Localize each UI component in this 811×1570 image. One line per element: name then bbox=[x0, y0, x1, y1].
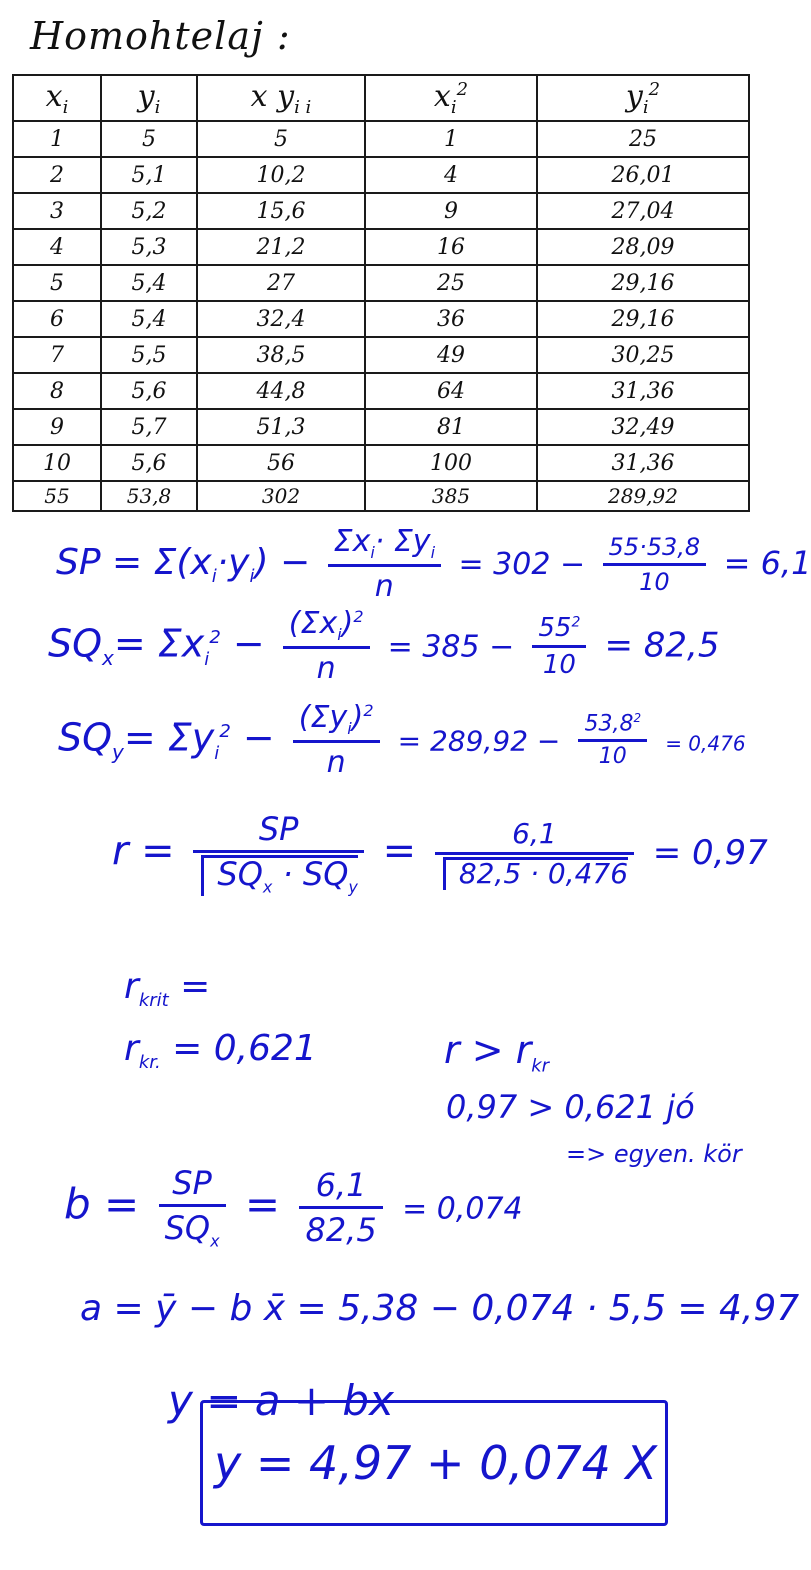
table-cell: 5,6 bbox=[101, 445, 197, 481]
table-cell: 5 bbox=[197, 121, 365, 157]
table-cell: 10,2 bbox=[197, 157, 365, 193]
table-row bbox=[13, 193, 749, 229]
table-cell: 4 bbox=[365, 157, 537, 193]
r-comparison-values: 0,97 > 0,621 jó bbox=[446, 1088, 695, 1126]
table-cell: 16 bbox=[365, 229, 537, 265]
equation-final: y = 4,97 + 0,074 X bbox=[214, 1436, 658, 1490]
r-krit-line: $r_{krit}$ = bbox=[124, 966, 211, 1012]
table-cell: 7 bbox=[13, 337, 101, 373]
table-cell: 5,7 bbox=[101, 409, 197, 445]
r-conclusion: => egyen. kör bbox=[566, 1140, 742, 1168]
table-cell: 21,2 bbox=[197, 229, 365, 265]
table-cell: 31,36 bbox=[537, 373, 749, 409]
sp-fraction-values: $\frac{55\cdot 53,8}{10}$ bbox=[603, 533, 707, 596]
header-yi: $y_i$ bbox=[101, 75, 197, 121]
table-cell: 25 bbox=[365, 265, 537, 301]
table-sum-row bbox=[13, 481, 749, 511]
table-cell: 55 bbox=[13, 481, 101, 511]
r-fraction-values: $\frac{6,1}{82,5 \cdot 0,476}$ bbox=[435, 817, 634, 890]
sp-fraction: $\frac{\Sigma x_i\cdot \Sigma y_i}{n}$ bbox=[328, 524, 441, 604]
table-cell: 2 bbox=[13, 157, 101, 193]
table-cell: 9 bbox=[365, 193, 537, 229]
table-cell: 5,4 bbox=[101, 301, 197, 337]
table-row bbox=[13, 265, 749, 301]
sqrt-symbol-values: 82,5 · 0,476 bbox=[441, 857, 628, 890]
header-xiyi: x $y_{i i}$ bbox=[197, 75, 365, 121]
equation-b: b = $\frac{SP}{SQ_x}$ = $\frac{6,1}{82,5}$ = 0,074 bbox=[64, 1164, 523, 1251]
sqx-fraction: $\frac{(\Sigma x_i)^2}{n}$ bbox=[283, 606, 370, 686]
table-cell: 36 bbox=[365, 301, 537, 337]
table-cell: 5,1 bbox=[101, 157, 197, 193]
table-cell: 3 bbox=[13, 193, 101, 229]
table-row bbox=[13, 121, 749, 157]
table-header-row bbox=[13, 75, 749, 121]
table-cell: 44,8 bbox=[197, 373, 365, 409]
b-fraction-values: $\frac{6,1}{82,5}$ bbox=[299, 1166, 382, 1249]
table-cell: 15,6 bbox=[197, 193, 365, 229]
table-row bbox=[13, 229, 749, 265]
sqx-fraction-values: $\frac{55^2}{10}$ bbox=[532, 613, 586, 680]
table-row bbox=[13, 445, 749, 481]
table-row bbox=[13, 409, 749, 445]
table-cell: 1 bbox=[13, 121, 101, 157]
r-fraction: $\frac{SP}{SQ_x \cdot SQ_y}$ bbox=[193, 810, 363, 896]
table-cell: 4 bbox=[13, 229, 101, 265]
table-cell: 53,8 bbox=[101, 481, 197, 511]
table-cell: 81 bbox=[365, 409, 537, 445]
table-row bbox=[13, 373, 749, 409]
table-cell: 56 bbox=[197, 445, 365, 481]
table-cell: 302 bbox=[197, 481, 365, 511]
table-cell: 5 bbox=[13, 265, 101, 301]
table-row bbox=[13, 301, 749, 337]
table-cell: 29,16 bbox=[537, 265, 749, 301]
table-cell: 10 bbox=[13, 445, 101, 481]
table-cell: 32,4 bbox=[197, 301, 365, 337]
table-cell: 29,16 bbox=[537, 301, 749, 337]
b-fraction: $\frac{SP}{SQ_x}$ bbox=[159, 1164, 226, 1250]
header-yi2: $y_i^2$ bbox=[537, 75, 749, 121]
table-cell: 100 bbox=[365, 445, 537, 481]
equation-model: y = a + bx bbox=[168, 1376, 394, 1425]
equation-a: a = ȳ − b x̄ = 5,38 − 0,074 · 5,5 = 4,97 bbox=[80, 1288, 800, 1329]
regression-table bbox=[12, 74, 750, 512]
header-xi2: $x_i^2$ bbox=[365, 75, 537, 121]
table-cell: 32,49 bbox=[537, 409, 749, 445]
table-cell: 5,3 bbox=[101, 229, 197, 265]
table-row bbox=[13, 337, 749, 373]
table-cell: 5,2 bbox=[101, 193, 197, 229]
table-cell: 27,04 bbox=[537, 193, 749, 229]
table-cell: 8 bbox=[13, 373, 101, 409]
equation-r: r = $\frac{SP}{SQ_x \cdot SQ_y}$ = $\frac{6,1}{82,5 \cdot 0,476}$ = 0,97 bbox=[112, 810, 768, 897]
sqrt-symbol: $SQ_x \cdot SQ_y$ bbox=[199, 855, 357, 896]
table-cell: 30,25 bbox=[537, 337, 749, 373]
table-cell: 9 bbox=[13, 409, 101, 445]
sqy-fraction-values: $\frac{53,8^2}{10}$ bbox=[578, 711, 647, 768]
page-title: Homohtelaj : bbox=[30, 14, 291, 58]
header-xi: $x_i$ bbox=[13, 75, 101, 121]
table-cell: 289,92 bbox=[537, 481, 749, 511]
sqy-fraction: $\frac{(\Sigma y_i)^2}{n}$ bbox=[293, 700, 380, 780]
equation-sp: SP = $\Sigma(x_i\cdot y_i)$ − $\frac{\Sigma x_i\cdot \Sigma y_i}{n}$ = 302 − $\frac{55\cdot 53,8}{10}$ = 6,1 bbox=[56, 524, 811, 604]
table-cell: 5,6 bbox=[101, 373, 197, 409]
table-cell: 31,36 bbox=[537, 445, 749, 481]
table-cell: 5,5 bbox=[101, 337, 197, 373]
table-cell: 38,5 bbox=[197, 337, 365, 373]
table-cell: 49 bbox=[365, 337, 537, 373]
table-row bbox=[13, 157, 749, 193]
equation-sqy: $SQ_y= \Sigma y_i^2$ − $\frac{(\Sigma y_i)^2}{n}$ = 289,92 − $\frac{53,8^2}{10}$ = 0,476 bbox=[58, 700, 746, 780]
table-cell: 385 bbox=[365, 481, 537, 511]
table-cell: 5 bbox=[101, 121, 197, 157]
r-comparison: $r > r_{kr}$ bbox=[444, 1028, 550, 1077]
table-cell: 25 bbox=[537, 121, 749, 157]
r-kr-value: $r_{kr.} = 0,621$ bbox=[124, 1028, 317, 1074]
table-cell: 64 bbox=[365, 373, 537, 409]
table-cell: 27 bbox=[197, 265, 365, 301]
table-cell: 28,09 bbox=[537, 229, 749, 265]
table-cell: 26,01 bbox=[537, 157, 749, 193]
equation-sqx: $SQ_x= \Sigma x_i^2$ − $\frac{(\Sigma x_i)^2}{n}$ = 385 − $\frac{55^2}{10}$ = 82,5 bbox=[48, 606, 720, 686]
table-cell: 1 bbox=[365, 121, 537, 157]
table-cell: 6 bbox=[13, 301, 101, 337]
table-cell: 5,4 bbox=[101, 265, 197, 301]
table-cell: 51,3 bbox=[197, 409, 365, 445]
